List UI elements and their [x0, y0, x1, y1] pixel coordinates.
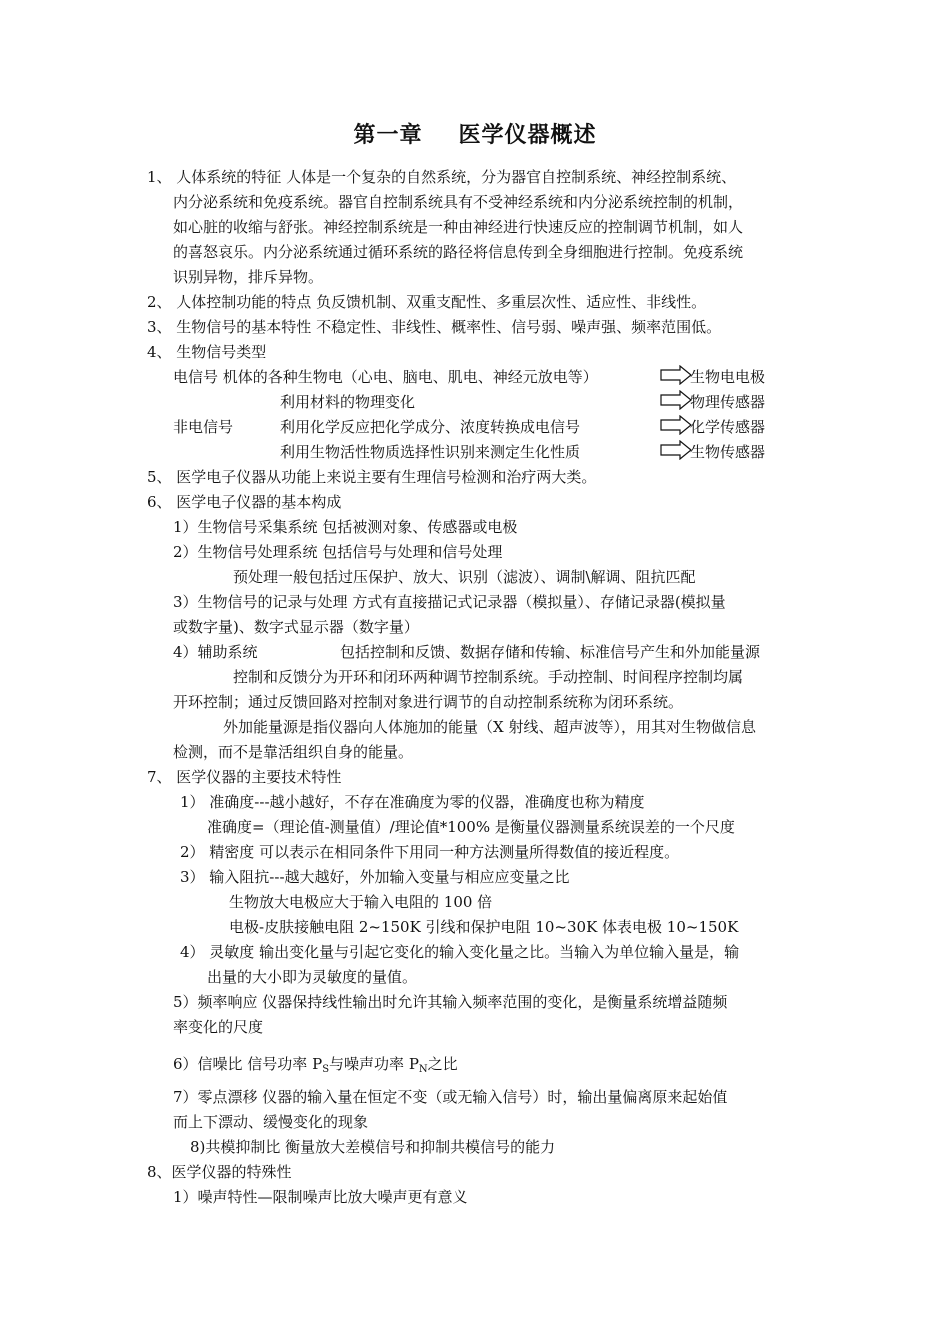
- subscript-s: S: [322, 1064, 330, 1075]
- text-line: 内分泌系统和免疫系统。器官自控制系统具有不受神经系统和内分泌系统控制的机制，: [173, 193, 744, 211]
- page-title: [0, 125, 950, 147]
- text-line: 8)共模抑制比 衡量放大差模信号和抑制共模信号的能力: [190, 1138, 556, 1156]
- text-line: 如心脏的收缩与舒张。神经控制系统是一种由神经进行快速反应的控制调节机制，如人: [173, 218, 744, 236]
- arrow-label: 物理传感器: [690, 393, 766, 411]
- text-line: 7）零点漂移 仪器的输入量在恒定不变（或无输入信号）时，输出量偏离原来起始值: [173, 1088, 728, 1106]
- snr-text: 6）信噪比 信号功率 P: [173, 1055, 323, 1073]
- text-line: 5）频率响应 仪器保持线性输出时允许其输入频率范围的变化，是衡量系统增益随频: [173, 993, 728, 1011]
- text-line: 7、 医学仪器的主要技术特性: [147, 768, 342, 786]
- arrow-icon: [660, 415, 692, 435]
- text-line: 生物放大电极应大于输入电阻的 100 倍: [229, 893, 493, 911]
- text-line: 5、 医学电子仪器从功能上来说主要有生理信号检测和治疗两大类。: [147, 468, 597, 486]
- text-line: 1）生物信号采集系统 包括被测对象、传感器或电极: [173, 518, 518, 536]
- text-line: 4、 生物信号类型: [147, 343, 267, 361]
- text-line: 8、医学仪器的特殊性: [147, 1163, 292, 1181]
- text-line: 1）噪声特性—限制噪声比放大噪声更有意义: [173, 1188, 468, 1206]
- subscript-n: N: [418, 1064, 428, 1075]
- text-line: 6、 医学电子仪器的基本构成: [147, 493, 342, 511]
- arrow-icon: [660, 440, 692, 460]
- arrow-icon: [660, 390, 692, 410]
- text-line: 1） 准确度---越小越好，不存在准确度为零的仪器，准确度也称为精度: [180, 793, 645, 811]
- chapter-number: 第一章: [353, 123, 423, 148]
- text-line: 包括控制和反馈、数据存储和传输、标准信号产生和外加能量源: [340, 643, 761, 661]
- text-line: 预处理一般包括过压保护、放大、识别（滤波）、调制\解调、阻抗匹配: [233, 568, 696, 586]
- text-line: 出量的大小即为灵敏度的量值。: [207, 968, 418, 986]
- snr-text: 之比: [427, 1055, 458, 1073]
- text-line: 2）生物信号处理系统 包括信号与处理和信号处理: [173, 543, 503, 561]
- text-line: 控制和反馈分为开环和闭环两种调节控制系统。手动控制、时间程序控制均属: [233, 668, 744, 686]
- arrow-label: 生物电电极: [690, 368, 766, 386]
- arrow-label: 生物传感器: [690, 443, 766, 461]
- text-line: 利用材料的物理变化: [280, 393, 416, 411]
- text-line: 利用化学反应把化学成分、浓度转换成电信号: [280, 418, 581, 436]
- text-line: 开环控制；通过反馈回路对控制对象进行调节的自动控制系统称为闭环系统。: [173, 693, 684, 711]
- text-line: 检测，而不是靠活组织自身的能量。: [173, 743, 414, 761]
- text-line: 4） 灵敏度 输出变化量与引起它变化的输入变化量之比。当输入为单位输入量是，输: [180, 943, 740, 961]
- text-line: 而上下漂动、缓慢变化的现象: [173, 1113, 369, 1131]
- text-line: 4）辅助系统: [173, 643, 258, 661]
- snr-text: 与噪声功率 P: [329, 1055, 419, 1073]
- text-line: 的喜怒哀乐。内分泌系统通过循环系统的路径将信息传到全身细胞进行控制。免疫系统: [173, 243, 744, 261]
- snr-line: [173, 1057, 458, 1075]
- text-line: 3） 输入阻抗---越大越好，外加输入变量与相应应变量之比: [180, 868, 570, 886]
- chapter-name: 医学仪器概述: [458, 123, 597, 148]
- text-line: 非电信号: [173, 418, 234, 436]
- text-line: 2） 精密度 可以表示在相同条件下用同一种方法测量所得数值的接近程度。: [180, 843, 680, 861]
- text-line: 识别异物，排斥异物。: [173, 268, 324, 286]
- text-line: 准确度=（理论值-测量值）/理论值*100% 是衡量仪器测量系统误差的一个尺度: [207, 818, 735, 836]
- text-line: 电信号 机体的各种生物电（心电、脑电、肌电、神经元放电等）: [173, 368, 598, 386]
- text-line: 利用生物活性物质选择性识别来测定生化性质: [280, 443, 581, 461]
- text-line: 3、 生物信号的基本特性 不稳定性、非线性、概率性、信号弱、噪声强、频率范围低。: [147, 318, 722, 336]
- text-line: 外加能量源是指仪器向人体施加的能量（X 射线、超声波等），用其对生物做信息: [223, 718, 756, 736]
- text-line: 或数字量)、数字式显示器（数字量）: [173, 618, 419, 636]
- text-line: 电极-皮肤接触电阻 2~150K 引线和保护电阻 10~30K 体表电极 10~150K: [229, 918, 739, 936]
- arrow-icon: [660, 365, 692, 385]
- text-line: 2、 人体控制功能的特点 负反馈机制、双重支配性、多重层次性、适应性、非线性。: [147, 293, 707, 311]
- text-line: 1、 人体系统的特征 人体是一个复杂的自然系统，分为器官自控制系统、神经控制系统、: [147, 168, 737, 186]
- text-line: 率变化的尺度: [173, 1018, 264, 1036]
- arrow-label: 化学传感器: [690, 418, 766, 436]
- text-line: 3）生物信号的记录与处理 方式有直接描记式记录器（模拟量）、存储记录器(模拟量: [173, 593, 726, 611]
